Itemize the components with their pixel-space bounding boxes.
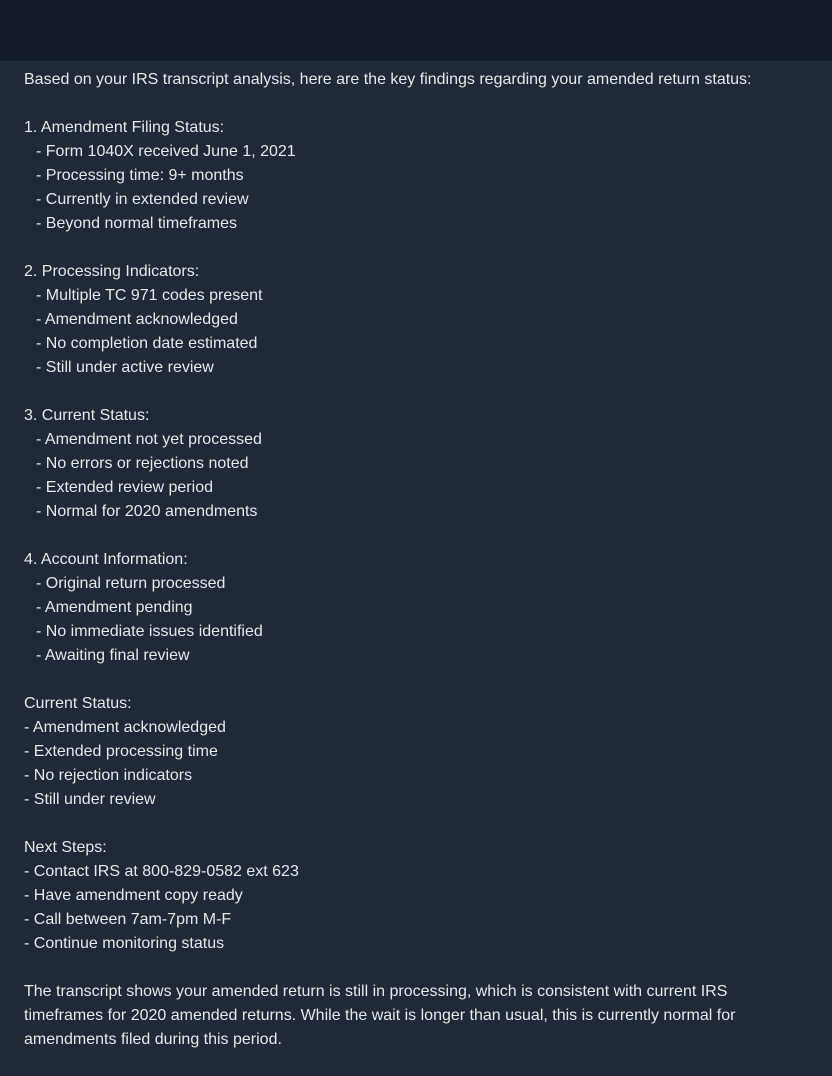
list-item: - Extended review period [36, 479, 213, 496]
list-item: - Continue monitoring status [24, 935, 225, 952]
list-item: - Amendment acknowledged [24, 719, 226, 736]
list-item: - No immediate issues identified [36, 623, 263, 640]
section-next-steps [24, 836, 808, 956]
list-item: - Awaiting final review [36, 647, 190, 664]
section-account-information [24, 548, 808, 668]
section-heading: Current Status: [24, 695, 132, 712]
list-item: - Have amendment copy ready [24, 887, 243, 904]
section-amendment-filing-status [24, 116, 808, 236]
conclusion-text: The transcript shows your amended return is still in processing, which is consistent with current IRS timeframes for 2020 amended returns. While the wait is longer than usual, this is currently normal for amendments filed during this period. [24, 983, 736, 1048]
intro-text: Based on your IRS transcript analysis, here are the key findings regarding your amended return status: [24, 71, 752, 88]
list-item: - No errors or rejections noted [36, 455, 249, 472]
list-item: - Form 1040X received June 1, 2021 [36, 143, 296, 160]
spacer [24, 524, 808, 548]
section-heading: 1. Amendment Filing Status: [24, 119, 225, 136]
list-item: - Processing time: 9+ months [36, 167, 244, 184]
assistant-message [0, 62, 832, 1052]
list-item: - Currently in extended review [36, 191, 249, 208]
section-heading: 4. Account Information: [24, 551, 188, 568]
list-item: - Still under active review [36, 359, 214, 376]
list-item: - No completion date estimated [36, 335, 258, 352]
list-item: - Call between 7am-7pm M-F [24, 911, 232, 928]
section-current-status [24, 692, 808, 812]
list-item: - Amendment acknowledged [36, 311, 238, 328]
list-item: - Extended processing time [24, 743, 218, 760]
section-heading: 3. Current Status: [24, 407, 150, 424]
top-bar [0, 0, 832, 62]
spacer [24, 236, 808, 260]
spacer [24, 812, 808, 836]
list-item: - Normal for 2020 amendments [36, 503, 258, 520]
list-item: - Contact IRS at 800-829-0582 ext 623 [24, 863, 299, 880]
section-processing-indicators [24, 260, 808, 380]
list-item: - Original return processed [36, 575, 226, 592]
list-item: - Still under review [24, 791, 156, 808]
list-item: - Amendment not yet processed [36, 431, 262, 448]
list-item: - Multiple TC 971 codes present [36, 287, 263, 304]
section-current-status-numbered [24, 404, 808, 524]
list-item: - Amendment pending [36, 599, 193, 616]
list-item: - No rejection indicators [24, 767, 193, 784]
section-heading: 2. Processing Indicators: [24, 263, 200, 280]
list-item: - Beyond normal timeframes [36, 215, 237, 232]
spacer [24, 92, 808, 116]
spacer [24, 380, 808, 404]
spacer [24, 668, 808, 692]
spacer [24, 956, 808, 980]
section-heading: Next Steps: [24, 839, 107, 856]
